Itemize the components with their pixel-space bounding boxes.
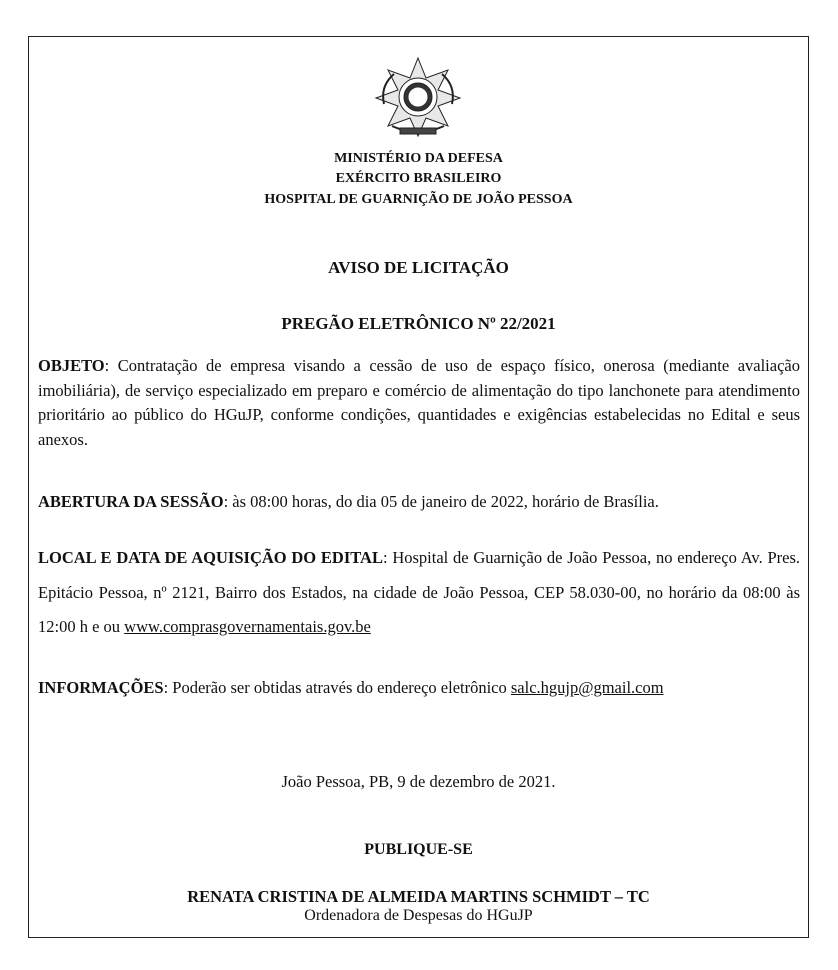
informacoes-text: : Poderão ser obtidas através do endereço eletrônico <box>163 678 511 697</box>
objeto-text: : Contratação de empresa visando a cessão de uso de espaço físico, onerosa (mediante avaliação imobiliária), de serviço especializado em preparo e comércio de alimentação do tipo lanchonete para atendimento prioritário ao público do HGuJP, conforme condições, quantidades e exigências estabelecidas no Edital e seus anexos. <box>38 356 800 449</box>
abertura-text: : às 08:00 horas, do dia 05 de janeiro de 2022, horário de Brasília. <box>223 492 659 511</box>
publique-se: PUBLIQUE-SE <box>364 841 473 858</box>
objeto-paragraph <box>38 354 800 452</box>
signer-name: RENATA CRISTINA DE ALMEIDA MARTINS SCHMIDT – TC <box>187 887 650 906</box>
brazil-coat-of-arms-icon <box>374 56 462 140</box>
local-paragraph <box>38 541 800 645</box>
informacoes-paragraph <box>38 676 800 700</box>
date-line: João Pessoa, PB, 9 de dezembro de 2021. <box>281 772 556 791</box>
compras-link[interactable]: www.comprasgovernamentais.gov.be <box>124 617 371 636</box>
local-text: : Hospital de Guarnição de João Pessoa, no endereço Av. Pres. Epitácio Pessoa, nº 2121, Bairro dos Estados, na cidade de João Pessoa, CEP 58.030-00, no horário da 08:00 às 12:00 h e ou <box>38 548 801 636</box>
objeto-label: OBJETO <box>38 356 105 375</box>
abertura-paragraph <box>38 490 800 514</box>
signer-role: Ordenadora de Despesas do HGuJP <box>304 907 533 924</box>
email-link[interactable]: salc.hgujp@gmail.com <box>510 678 664 697</box>
abertura-label: ABERTURA DA SESSÃO <box>38 492 224 511</box>
header-hospital: HOSPITAL DE GUARNIÇÃO DE JOÃO PESSOA <box>264 192 573 207</box>
header-army: EXÉRCITO BRASILEIRO <box>335 171 502 186</box>
page-subtitle: PREGÃO ELETRÔNICO Nº 22/2021 <box>281 314 556 333</box>
local-label: LOCAL E DATA DE AQUISIÇÃO DO EDITAL <box>38 548 383 567</box>
informacoes-label: INFORMAÇÕES <box>38 678 164 697</box>
header-ministry: MINISTÉRIO DA DEFESA <box>334 151 503 166</box>
page-title: AVISO DE LICITAÇÃO <box>328 258 509 277</box>
